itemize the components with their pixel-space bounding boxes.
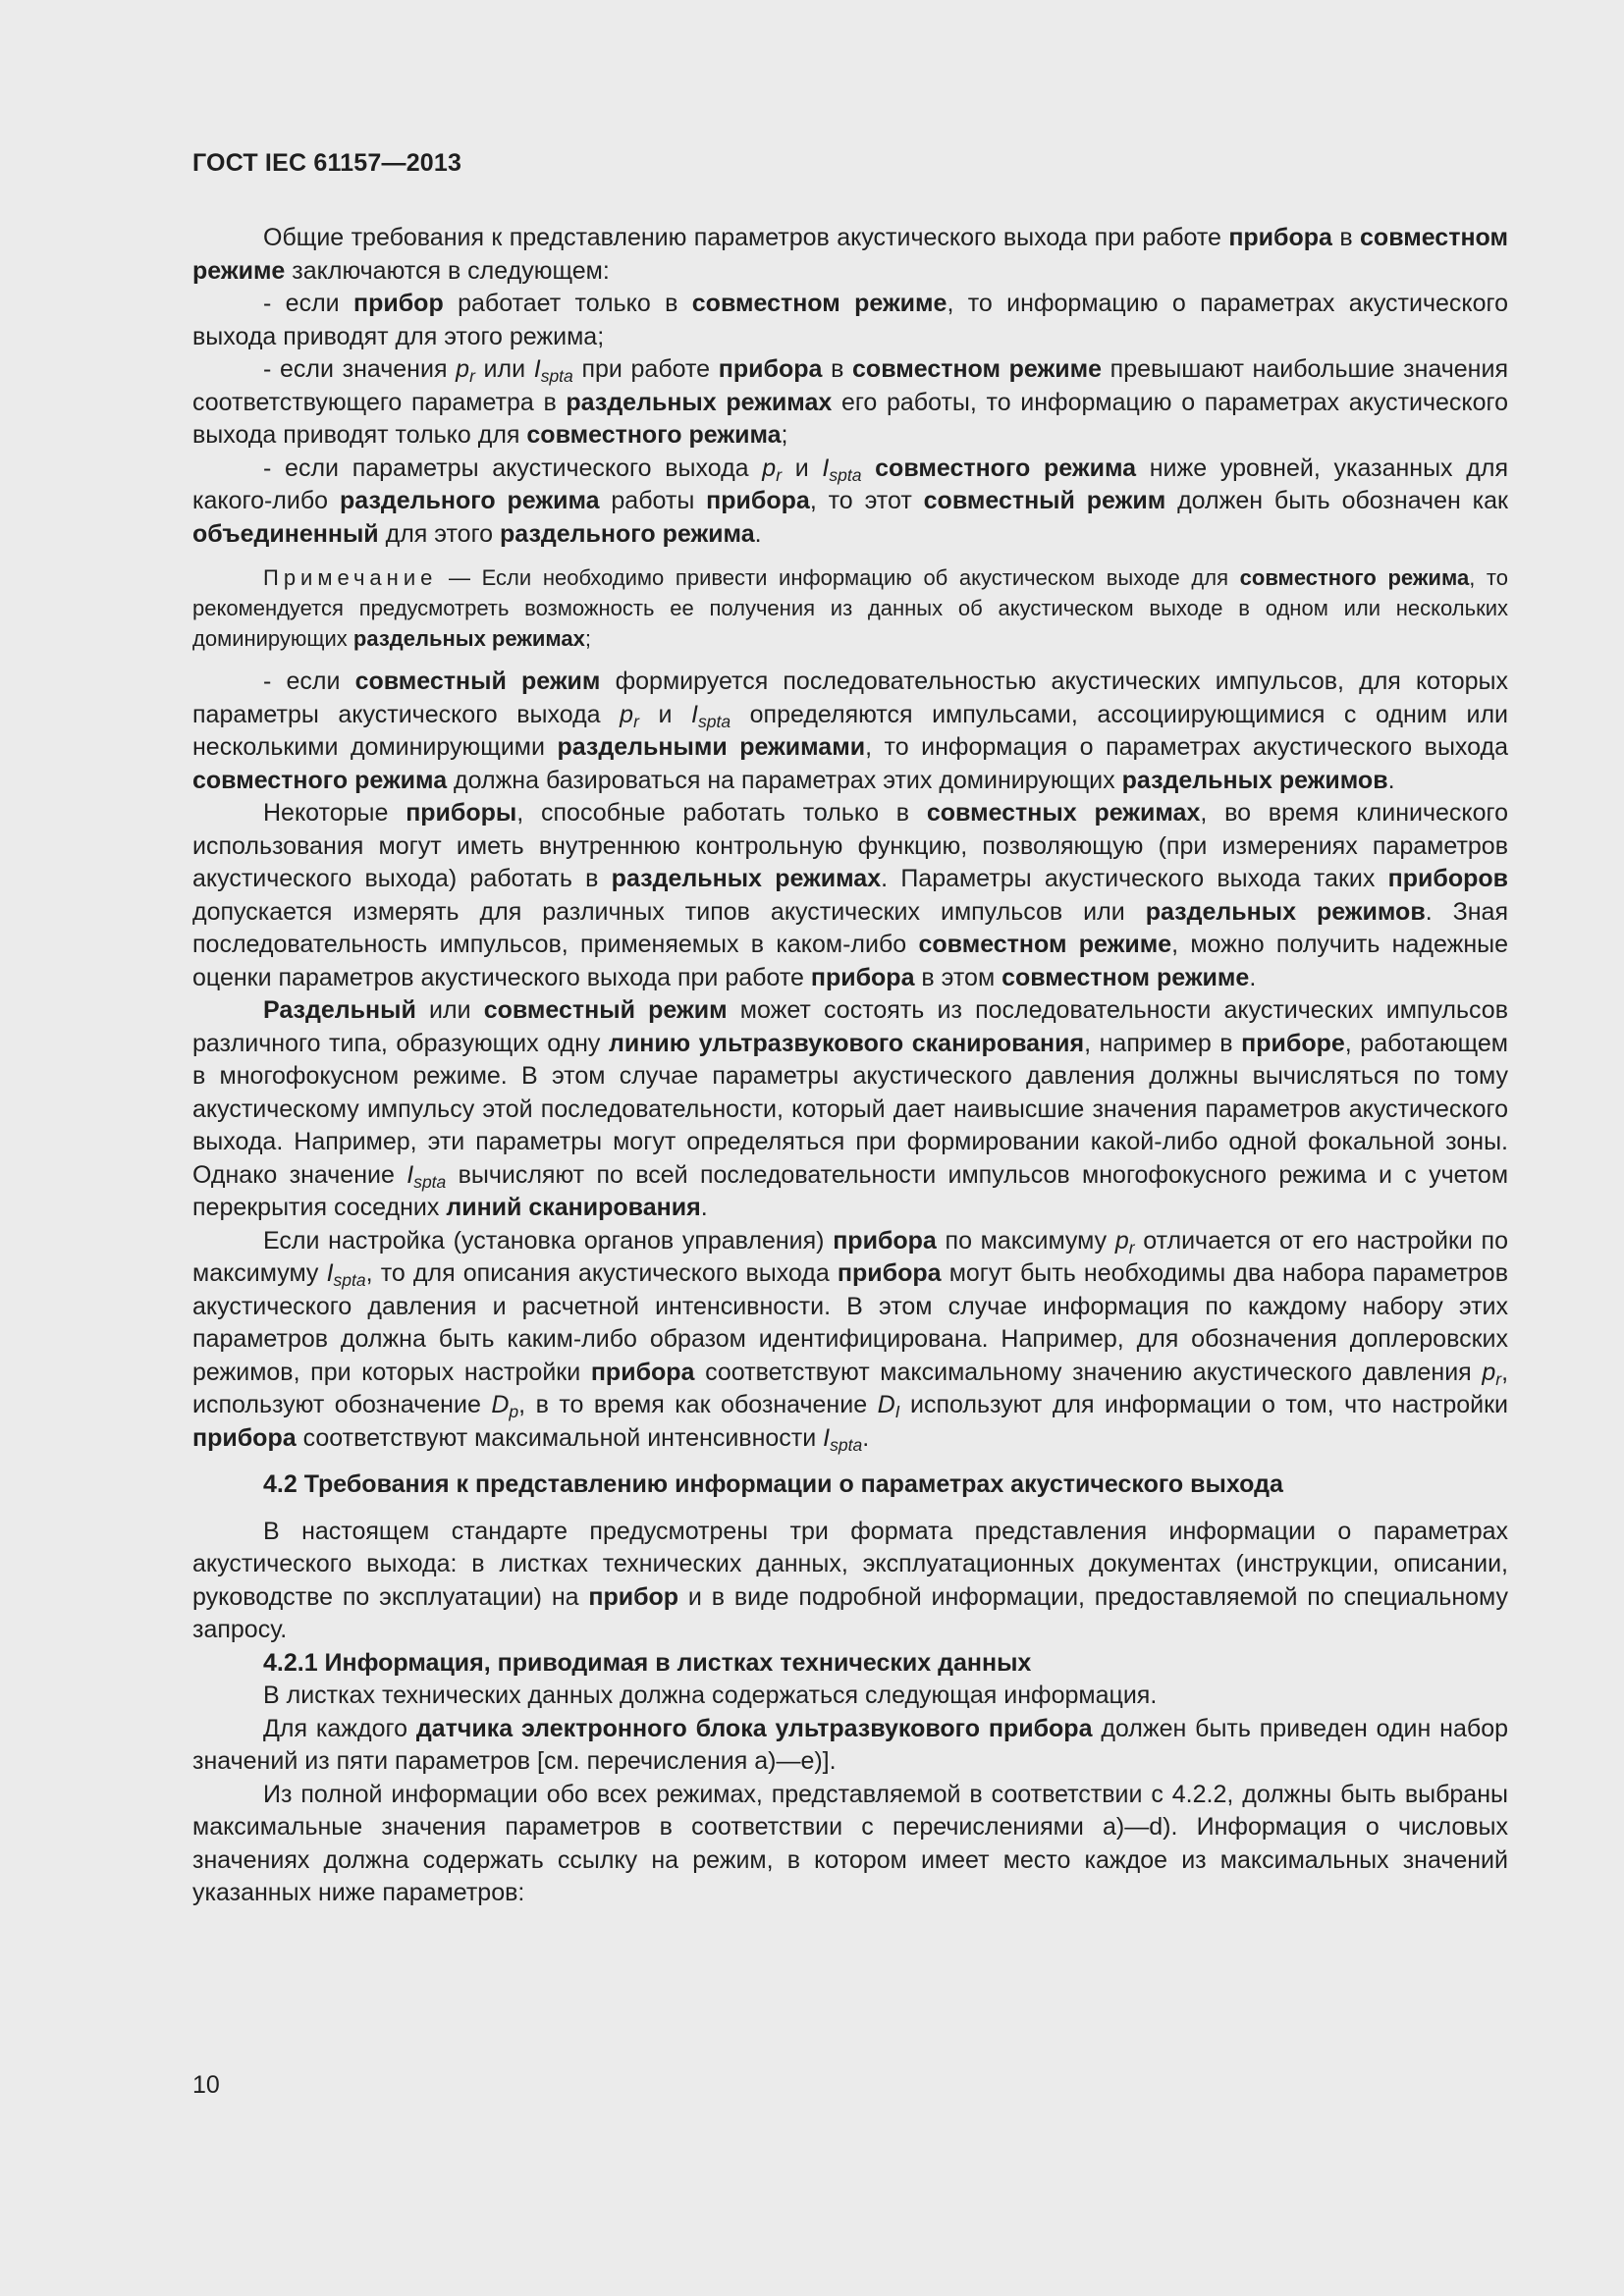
list-item-exceeds-values: - если значения $p_r$ или $I_{spta}$ при работе прибора в совместном режиме превышают наибольшие значения соответствующего параметра в раздельных режимах его работы, то информацию о параметрах акустического выхода приводят только для совместного режима;: [192, 355, 1509, 449]
paragraph-max-values: Из полной информации обо всех режимах, представляемой в соответствии с 4.2.2, должны быть выбраны максимальные значения параметров в соответствии с перечислениями а)—d). Информация о числовых значениях должна содержать ссылку на режим, в котором имеет место каждое из максимальных значений указанных ниже параметров:: [192, 1780, 1508, 1906]
paragraph-each-transducer: Для каждого датчика электронного блока ультразвукового прибора должен быть приведен один набор значений из пяти параметров [см. перечисления а)—е)].: [192, 1714, 1509, 1775]
paragraph-separate-or-combined: Раздельный или совместный режим может состоять из последовательности акустических импульсов различного типа, образующих одну линию ультразвукового сканирования, например в приборе, работающем в многофокусном режиме. В этом случае параметры акустического давления должны вычисляться по тому акустическому импульсу этой последовательности, который дает наивысшие значения параметров акустического выхода. Например, эти параметры могут определяться при формировании какой-либо одной фокальной зоны. Однако значение $I_{spta}$ вычисляют по всей последовательности импульсов многофокусного режима и с учетом перекрытия соседних линий сканирования.: [192, 996, 1509, 1221]
section-heading-4-2-1: 4.2.1 Информация, приводимая в листках технических данных: [263, 1648, 1032, 1677]
list-item-pulse-sequence: - если совместный режим формируется последовательностью акустических импульсов, для которых параметры акустического выхода $p_r$ и $I_{spta}$ определяются импульсами, ассоциирующимися с одним или несколькими доминирующими раздельными режимами, то информация о параметрах акустического выхода совместного режима должна базироваться на параметрах этих доминирующих раздельных режимов.: [192, 667, 1508, 794]
document-header: ГОСТ IEC 61157—2013: [192, 149, 462, 177]
list-item-below-levels: - если параметры акустического выхода $p_r$ и $I_{spta}$ совместного режима ниже уровней, указанных для какого-либо раздельного режима работы прибора, то этот совместный режим должен быть обозначен как объединенный для этого раздельного режима.: [192, 454, 1508, 548]
document-body: [192, 222, 1508, 1910]
paragraph-some-devices: Некоторые приборы, способные работать только в совместных режимах, во время клинического использования могут иметь внутреннюю контрольную функцию, позволяющую (при измерениях параметров акустического выхода) работать в раздельных режимах. Параметры акустического выхода таких приборов допускается измерять для различных типов акустических импульсов или раздельных режимов. Зная последовательность импульсов, применяемых в каком-либо совместном режиме, можно получить надежные оценки параметров акустического выхода при работе прибора в этом совместном режиме.: [192, 799, 1509, 991]
section-heading-4-2: 4.2 Требования к представлению информации о параметрах акустического выхода: [263, 1470, 1283, 1498]
paragraph-settings: Если настройка (установка органов управления) прибора по максимуму $p_r$ отличается от его настройки по максимуму $I_{spta}$, то для описания акустического выхода прибора могут быть необходимы два набора параметров акустического давления и расчетной интенсивности. В этом случае информация по каждому набору этих параметров должна быть каким-либо образом идентифицирована. Например, для обозначения доплеровских режимов, при которых настройки прибора соответствуют максимальному значению акустического давления $p_r$, используют обозначение $D_p$, в то время как обозначение $D_I$ используют для информации о том, что настройки прибора соответствуют максимальной интенсивности $I_{spta}$.: [192, 1226, 1509, 1455]
note: Примечание — Если необходимо привести информацию об акустическом выходе для совместного режима, то рекомендуется предусмотреть возможность ее получения из данных об акустическом выходе в одном или нескольких доминирующих раздельных режимах;: [192, 565, 1508, 651]
page-number: 10: [192, 2071, 220, 2099]
paragraph-datasheet-info: В листках технических данных должна содержаться следующая информация.: [263, 1682, 1158, 1709]
list-item-combined-only: - если прибор работает только в совместном режиме, то информацию о параметрах акустического выхода приводят для этого режима;: [192, 290, 1508, 350]
note-label: Примечание: [263, 565, 438, 590]
paragraph-general-requirements: Общие требования к представлению параметров акустического выхода при работе прибора в совместном режиме заключаются в следующем:: [192, 224, 1508, 285]
paragraph-three-formats: В настоящем стандарте предусмотрены три формата представления информации о параметрах акустического выхода: в листках технических данных, эксплуатационных документах (инструкции, описании, руководстве по эксплуатации) на прибор и в виде подробной информации, предоставляемой по специальному запросу.: [192, 1517, 1508, 1643]
